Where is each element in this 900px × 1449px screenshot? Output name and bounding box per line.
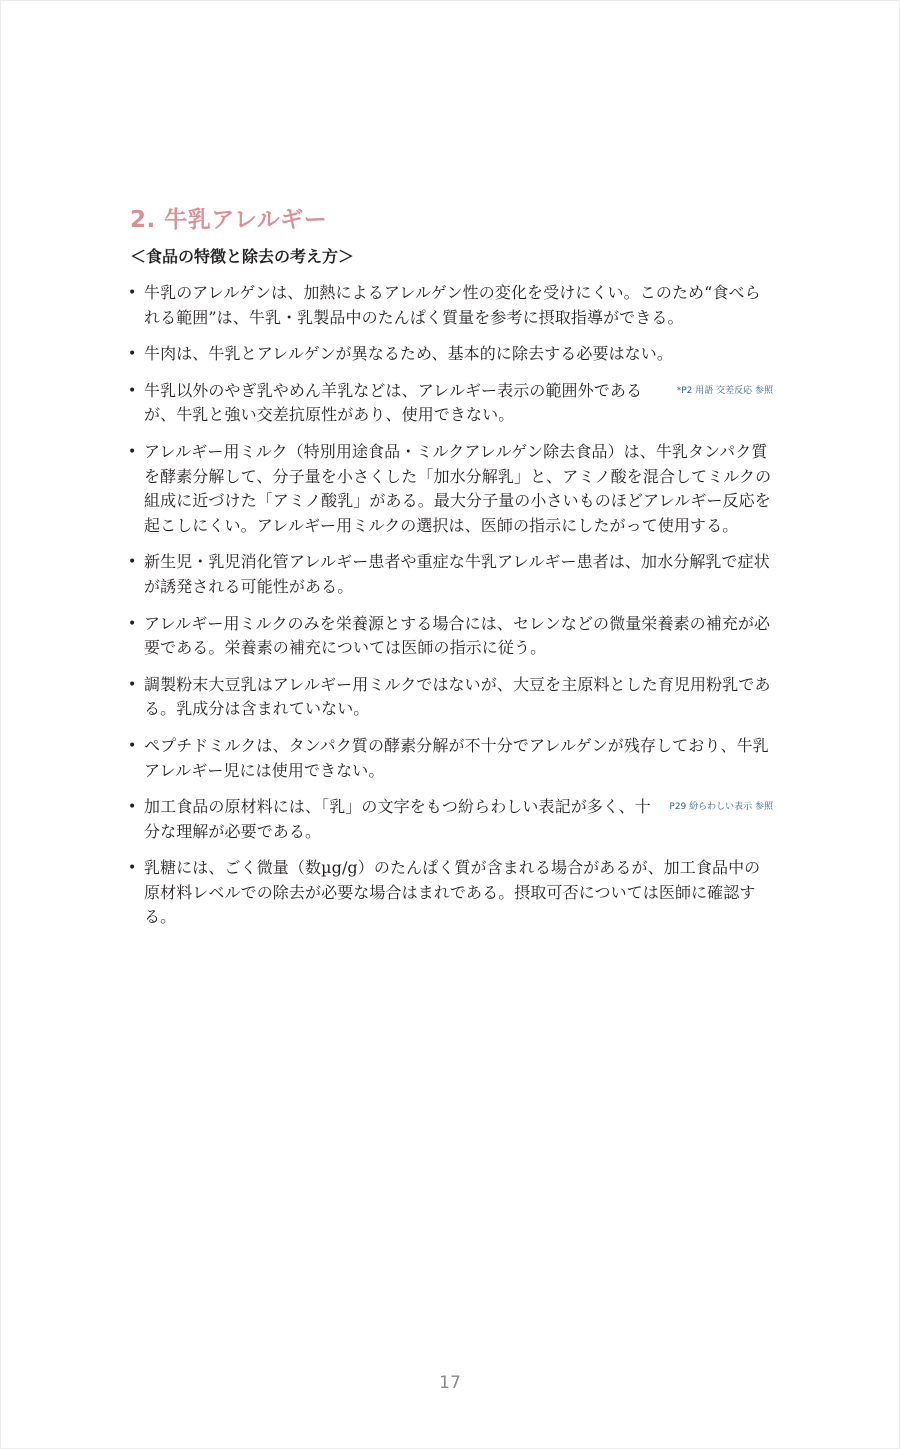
list-item — [128, 856, 773, 930]
list-item — [128, 734, 773, 783]
list-item — [128, 379, 773, 428]
list-item-body: 加工食品の原材料には、「乳」の文字をもつ紛らわしい表記が多く、十分な理解が必要である。 — [144, 797, 651, 841]
bullet-icon: • — [128, 737, 137, 754]
list-item — [128, 795, 773, 844]
bullet-icon: • — [128, 346, 137, 363]
list-item-text: 牛乳のアレルゲンは、加熱によるアレルゲン性の変化を受けにくい。このため“食べられる範囲”は、牛乳・乳製品中のたんぱく質量を参考に摂取指導ができる。 — [144, 283, 761, 327]
list-item — [128, 281, 773, 330]
bullet-icon: • — [128, 554, 137, 571]
bullet-icon: • — [128, 860, 137, 877]
list-item — [128, 612, 773, 661]
list-item-text: 牛肉は、牛乳とアレルゲンが異なるため、基本的に除去する必要はない。 — [144, 344, 673, 364]
list-item-text: 調製粉末大豆乳はアレルギー用ミルクではないが、大豆を主原料とした育児用粉乳である。乳成分は含まれていない。 — [144, 674, 771, 719]
section-title: 2. 牛乳アレルギー — [130, 207, 328, 233]
list-item-text: アレルギー用ミルク（特別用途食品・ミルクアレルゲン除去食品）は、牛乳タンパク質を酵素分解して、分子量を小さくした「加水分解乳」と、アミノ酸を混合してミルクの組成に近づけた「アミノ酸乳」がある。最大分子量の小さいものほどアレルギー反応を起こしにくい。アレルギー用ミルクの選択は、医師の指示にしたがって使用する。 — [144, 441, 772, 535]
page-number: 17 — [439, 1373, 461, 1393]
list-item — [128, 342, 773, 367]
reference-note: P29 紛らわしい表示 参照 — [669, 802, 773, 813]
bullet-icon: • — [128, 443, 137, 460]
bullet-list — [128, 281, 773, 942]
list-item — [128, 673, 773, 722]
bullet-icon: • — [128, 799, 137, 816]
list-item — [128, 440, 773, 538]
list-item-text: アレルギー用ミルクのみを栄養源とする場合には、セレンなどの微量栄養素の補充が必要である。栄養素の補充については医師の指示に従う。 — [144, 613, 771, 658]
bullet-icon: • — [128, 676, 137, 693]
list-item-text: 乳糖には、ごく微量（数µg/g）のたんぱく質が含まれる場合があるが、加工食品中の原材料レベルでの除去が必要な場合はまれである。摂取可否については医師に確認する。 — [144, 858, 761, 927]
list-item-text — [144, 795, 773, 844]
list-item-body: 牛乳以外のやぎ乳やめん羊乳などは、アレルギー表示の範囲外であるが、牛乳と強い交差抗原性があり、使用できない。 — [144, 380, 643, 425]
reference-note: *P2 用語 交差反応 参照 — [676, 385, 773, 396]
bullet-icon: • — [128, 285, 137, 301]
list-item-text: ペプチドミルクは、タンパク質の酵素分解が不十分でアレルゲンが残存しており、牛乳アレルギー児には使用できない。 — [144, 735, 769, 780]
list-item-text — [144, 379, 773, 428]
section-subheading: ＜食品の特徴と除去の考え方＞ — [130, 247, 355, 266]
bullet-icon: • — [128, 615, 137, 632]
list-item-text: 新生児・乳児消化管アレルギー患者や重症な牛乳アレルギー患者は、加水分解乳で症状が誘発される可能性がある。 — [144, 552, 770, 596]
bullet-icon: • — [128, 382, 137, 399]
list-item — [128, 550, 773, 599]
